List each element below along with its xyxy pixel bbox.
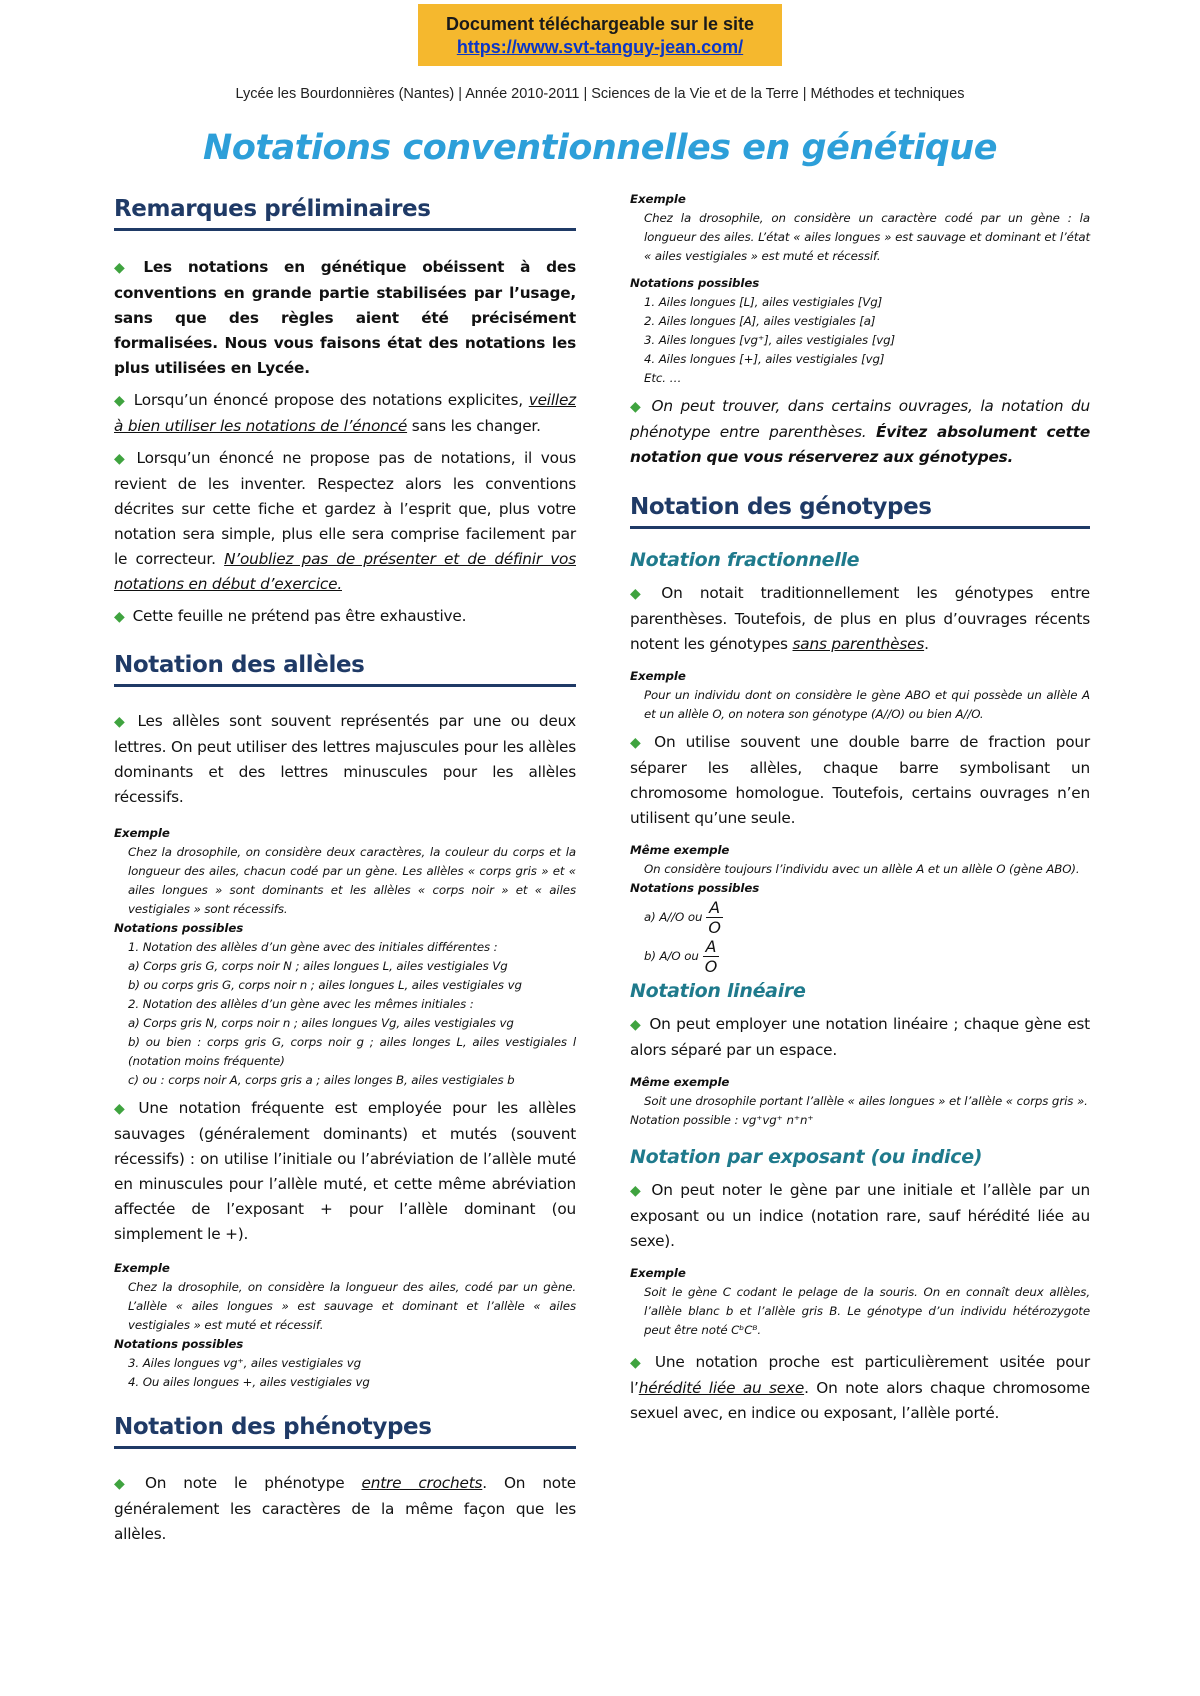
green-diamond-icon: ◆ <box>630 399 644 415</box>
fraction: $\frac{A}{O}$ <box>708 898 721 937</box>
paragraph: ◆ On note le phénotype entre crochets. On note généralement les caractères de la même façon que les allèles. <box>114 1474 576 1543</box>
fraction-notation-a: a) A//O ou $\frac{A}{O}$ <box>644 898 721 937</box>
green-diamond-icon: ◆ <box>630 586 654 602</box>
subsection-title-fractionnelle: Notation fractionnelle <box>630 549 860 571</box>
example-block: Même exemple Soit une drosophile portant l’allèle « ailes longues » et l’allèle « corps gris ». Notation possible : vg⁺vg⁺ n⁺n⁺ <box>630 1075 1088 1127</box>
example-block: Exemple Chez la drosophile, on considère un caractère codé par un gène : la longueur des ailes. L’état « ailes longues » est sauvage et dominant et l’état « ailes vestigiales » est muté et récessif. Notations possibles 1. Ailes longues [L], ailes vestigiales [Vg] 2. Ailes longues [A], ailes vestigiales [a] 3. Ailes longues [vg⁺], ailes vestigiales [vg] 4. Ailes longues [+], ailes vestigiales [vg] Etc. … <box>630 192 1090 385</box>
green-diamond-icon: ◆ <box>630 735 647 751</box>
download-banner <box>418 4 782 66</box>
example-block: Exemple Chez la drosophile, on considère la longueur des ailes, codé par un gène. L’allèle « ailes longues » est sauvage et dominant et l’allèle « ailes vestigiales » est muté et récessif. Notations possibles 3. Ailes longues vg⁺, ailes vestigiales vg 4. Ou ailes longues +, ailes vestigiales vg <box>114 1261 576 1389</box>
section-title-alleles: Notation des allèles <box>114 652 576 687</box>
site-link[interactable]: https://www.svt-tanguy-jean.com/ <box>456 37 744 57</box>
paragraph: ◆ Les notations en génétique obéissent à des conventions en grande partie stabilisées par l’usage, sans que des règles aient été précisément formalisées. Nous vous faisons état des notations les plus utilisées en Lycée. <box>114 258 576 377</box>
paragraph: ◆ Une notation fréquente est employée pour les allèles sauvages (généralement dominants) et mutés (souvent récessifs) : on utilise l’initiale ou l’abréviation de l’allèle muté en minuscules pour l’allèle muté, et cette même abréviation affectée de l’exposant + pour l’allèle dominant (ou simplement le +). <box>114 1099 576 1243</box>
example-block: Exemple Chez la drosophile, on considère deux caractères, la couleur du corps et la longueur des ailes, chacun codé par un gène. Les allèles « corps gris » et « ailes longues » sont dominants et les allèles « corps noir » et « ailes vestigiales » sont récessifs. Notations possibles 1. Notation des allèles d’un gène avec des initiales différentes : a) Corps gris G, corps noir N ; ailes longues L, ailes vestigiales Vg b) ou corps gris G, corps noir n ; ailes longues L, ailes vestigiales vg 2. Notation des allèles d’un gène avec les mêmes initiales : a) Corps gris N, corps noir n ; ailes longues Vg, ailes vestigiales vg b) ou bien : corps gris G, corps noir g ; ailes longes L, ailes vestigiales l (notation moins fréquente) c) ou : corps noir A, corps gris a ; ailes longes B, ailes vestigiales b <box>114 826 576 1087</box>
section-title-phenotypes: Notation des phénotypes <box>114 1414 576 1449</box>
example-block: Exemple Soit le gène C codant le pelage de la souris. On en connaît deux allèles, l’allèle blanc b et l’allèle gris B. Le génotype d’un individu hétérozygote peut être noté CᵇCᴮ. <box>630 1266 1090 1337</box>
paragraph: ◆ Cette feuille ne prétend pas être exhaustive. <box>114 607 467 625</box>
fraction-notation-b: b) A/O ou $\frac{A}{O}$ <box>644 937 718 976</box>
section-title-remarques: Remarques préliminaires <box>114 196 576 231</box>
banner-text: Document téléchargeable sur le site <box>445 14 755 34</box>
green-diamond-icon: ◆ <box>114 714 130 730</box>
green-diamond-icon: ◆ <box>114 393 126 409</box>
page-title: Notations conventionnelles en génétique <box>203 128 997 168</box>
paragraph: ◆ Lorsqu’un énoncé propose des notations explicites, veillez à bien utiliser les notations de l’énoncé sans les changer. <box>114 391 576 435</box>
subsection-title-exposant: Notation par exposant (ou indice) <box>630 1146 983 1168</box>
example-block: Exemple Pour un individu dont on considère le gène ABO et qui possède un allèle A et un allèle O, on notera son génotype (A//O) ou bien A//O. <box>630 669 1090 721</box>
fraction: $\frac{A}{O}$ <box>704 937 718 976</box>
paragraph: ◆ On utilise souvent une double barre de fraction pour séparer les allèles, chaque barre symbolisant un chromosome homologue. Toutefois, certains ouvrages n’en utilisent qu’une seule. <box>630 733 1090 827</box>
green-diamond-icon: ◆ <box>630 1017 642 1033</box>
subsection-title-lineaire: Notation linéaire <box>630 980 806 1002</box>
green-diamond-icon: ◆ <box>630 1183 644 1199</box>
green-diamond-icon: ◆ <box>630 1355 647 1371</box>
page-header: Lycée les Bourdonnières (Nantes) | Année 2010-2011 | Sciences de la Vie et de la Terre | Méthodes et techniques <box>235 86 965 102</box>
paragraph: ◆ On peut trouver, dans certains ouvrages, la notation du phénotype entre parenthèses. Évitez absolument cette notation que vous réserverez aux génotypes. <box>630 397 1090 466</box>
green-diamond-icon: ◆ <box>114 1476 137 1492</box>
right-column <box>630 192 1090 1426</box>
green-diamond-icon: ◆ <box>114 609 125 625</box>
paragraph: ◆ Les allèles sont souvent représentés par une ou deux lettres. On peut utiliser des lettres majuscules pour les allèles dominants et des lettres minuscules pour les allèles récessifs. <box>114 712 576 806</box>
left-column <box>114 196 576 1547</box>
green-diamond-icon: ◆ <box>114 451 129 467</box>
green-diamond-icon: ◆ <box>114 260 136 276</box>
paragraph: ◆ Une notation proche est particulièrement usitée pour l’hérédité liée au sexe. On note alors chaque chromosome sexuel avec, en indice ou exposant, l’allèle porté. <box>630 1353 1090 1422</box>
section-title-genotypes: Notation des génotypes <box>630 494 1090 529</box>
example-block: Même exemple On considère toujours l’individu avec un allèle A et un allèle O (gène ABO). Notations possibles a) A//O ou $\frac{A}{O}$ b) A/O ou $\frac{A}{O}$ <box>630 841 1090 976</box>
paragraph: ◆ Lorsqu’un énoncé ne propose pas de notations, il vous revient de les inventer. Respectez alors les conventions décrites sur cette fiche et gardez à l’esprit que, plus votre notation sera simple, plus elle sera comprise facilement par le correcteur. N’oubliez pas de présenter et de définir vos notations en début d’exercice. <box>114 449 576 593</box>
green-diamond-icon: ◆ <box>114 1101 131 1117</box>
paragraph: ◆ On peut employer une notation linéaire ; chaque gène est alors séparé par un espace. <box>630 1015 1090 1059</box>
paragraph: ◆ On notait traditionnellement les génotypes entre parenthèses. Toutefois, de plus en plus d’ouvrages récents notent les génotypes sans parenthèses. <box>630 584 1090 653</box>
paragraph: ◆ On peut noter le gène par une initiale et l’allèle par un exposant ou un indice (notation rare, sauf hérédité liée au sexe). <box>630 1181 1090 1250</box>
